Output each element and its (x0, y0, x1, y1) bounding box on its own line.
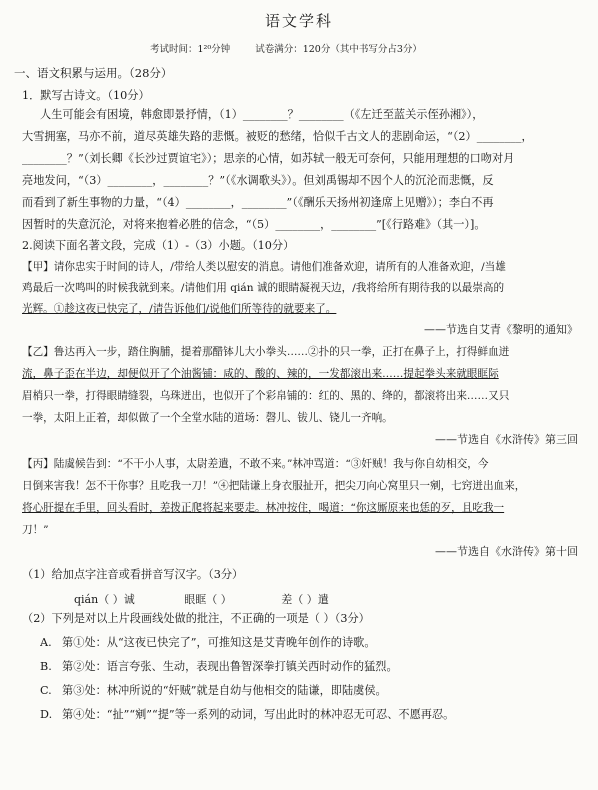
q1-title: 1．默写古诗文。（10分） (22, 89, 150, 102)
pinyin-items (74, 591, 375, 607)
q2-title: 2.阅读下面名著文段，完成（1）-（3）小题。（10分） (22, 239, 295, 252)
pinyin-item[interactable]: 差（ ）遣 (281, 593, 329, 606)
excerpt-bing-line: 刀！” (22, 524, 49, 536)
excerpt-jia-line: 【甲】请你忠实于时间的诗人，/带给人类以慰安的消息。请他们准备欢迎，请所有的人准备欢迎，/当雄 (22, 261, 506, 273)
exam-time: 考试时间：1²⁰分钟 (150, 44, 231, 55)
sub1-title: （1）给加点字注音或看拼音写汉字。（3分） (22, 568, 244, 581)
exam-score: 试卷满分：120分（其中书写分占3分） (255, 44, 422, 55)
q1-line: 而看到了新生事物的力量，“（4）________，________”（《酬乐天扬州初逢席上见赠》）；李白不再 (22, 196, 494, 209)
option-b[interactable] (40, 660, 596, 674)
section-one-title: 一、语文积累与运用。（28分） (14, 66, 173, 80)
excerpt-jia-line: 光辉。①趁这夜已快完了，/请告诉他们/说他们所等待的就要来了。 (22, 303, 337, 315)
option-text: 第①处：从“这夜已快完了”，可推知这是艾青晚年创作的诗歌。 (62, 636, 376, 649)
excerpt-yi-line: 流，鼻子歪在半边，却便似开了个油酱铺：咸的、酸的、辣的，一发都滚出来……提起拳头来就眼眶际 (22, 368, 499, 380)
q1-line: 因暂时的失意沉沦，对将来抱着必胜的信念，“（5）________，________”[《行路难》（其一）]。 (22, 218, 486, 231)
option-text: 第③处：林冲所说的“奸贼”就是自幼与他相交的陆谦，即陆虞侯。 (62, 684, 387, 697)
excerpt-bing-line: 【丙】陆虞候告到：“不干小人事，太尉差遣，不敢不来。”林冲骂道：“③奸贼！我与你自幼相交，今 (22, 458, 489, 470)
option-text: 第②处：语言夸张、生动，表现出鲁智深拳打镇关西时动作的猛烈。 (62, 660, 398, 673)
excerpt-bing-line: 将心肝提在手里，回头看时，差拨正爬将起来要走。林冲按住，喝道：“你这厮原来也恁的歹，且吃我一 (22, 502, 505, 514)
excerpt-bing-source: ——节选自《水浒传》第十回 (435, 545, 578, 558)
q1-line: ________？”（刘长卿《长沙过贾谊宅》）；思亲的心情，如苏轼一般无可奈何，只能用理想的口吻对月 (22, 152, 515, 165)
excerpt-yi-line: 一拳，太阳上正着，却似做了一个全堂水陆的道场：磬儿、钹儿、铙儿一齐响。 (22, 412, 393, 424)
page-title: 语文学科 (264, 12, 333, 30)
excerpt-yi-line: 眉梢只一拳，打得眼睛缝裂，乌珠迸出，也似开了个彩帛铺的：红的、黑的、绛的，都滚将出来……又只 (22, 390, 510, 402)
option-text: 第④处：“扯”“剜”“提”等一系列的动词，写出此时的林冲忍无可忍、不愿再忍。 (62, 708, 455, 721)
excerpt-bing-line: 日倒来害我！怎不干你事？且吃我一刀！”④把陆谦上身衣服扯开，把尖刀向心窝里只一剜，七窍迸出血来， (22, 480, 526, 492)
option-label: A. (40, 636, 52, 649)
excerpt-yi-line: 【乙】鲁达再入一步，踏住胸脯，提着那醋钵儿大小拳头……②扑的只一拳，正打在鼻子上，打得鲜血迸 (22, 346, 510, 358)
q1-line: 亮地发问，“（3）________，________？”（《水调歌头》）。但刘禹锡却不因个人的沉沦而悲慨，反 (22, 174, 494, 187)
pinyin-item[interactable]: 眼眶（ ） (184, 593, 232, 606)
option-d[interactable] (40, 708, 596, 722)
excerpt-jia-source: ——节选自艾青《黎明的通知》 (424, 323, 578, 336)
option-label: B. (40, 660, 52, 673)
excerpt-jia-line: 鸡最后一次鸣叫的时候我就到来。/请他们用 qián 诚的眼睛凝视天边，/我将给所有期待我的以最崇高的 (22, 282, 505, 294)
q1-line: 人生可能会有困境，韩愈即景抒情，（1）________？________（《左迁至蓝关示侄孙湘》）， (40, 108, 484, 121)
exam-meta (150, 41, 444, 55)
excerpt-yi-source: ——节选自《水浒传》第三回 (435, 433, 578, 446)
option-c[interactable] (40, 684, 596, 698)
pinyin-item[interactable]: qián（ ）诚 (74, 593, 135, 606)
option-a[interactable] (40, 636, 596, 650)
option-label: D. (40, 708, 53, 721)
sub2-title: （2）下列是对以上片段画线处做的批注，不正确的一项是（ ）（3分） (22, 612, 370, 625)
option-label: C. (40, 684, 52, 697)
q1-line: 大雪拥塞，马亦不前，道尽英雄失路的悲慨。被贬的愁绪，恰似千古文人的悲剧命运，“（2）________， (22, 130, 533, 143)
